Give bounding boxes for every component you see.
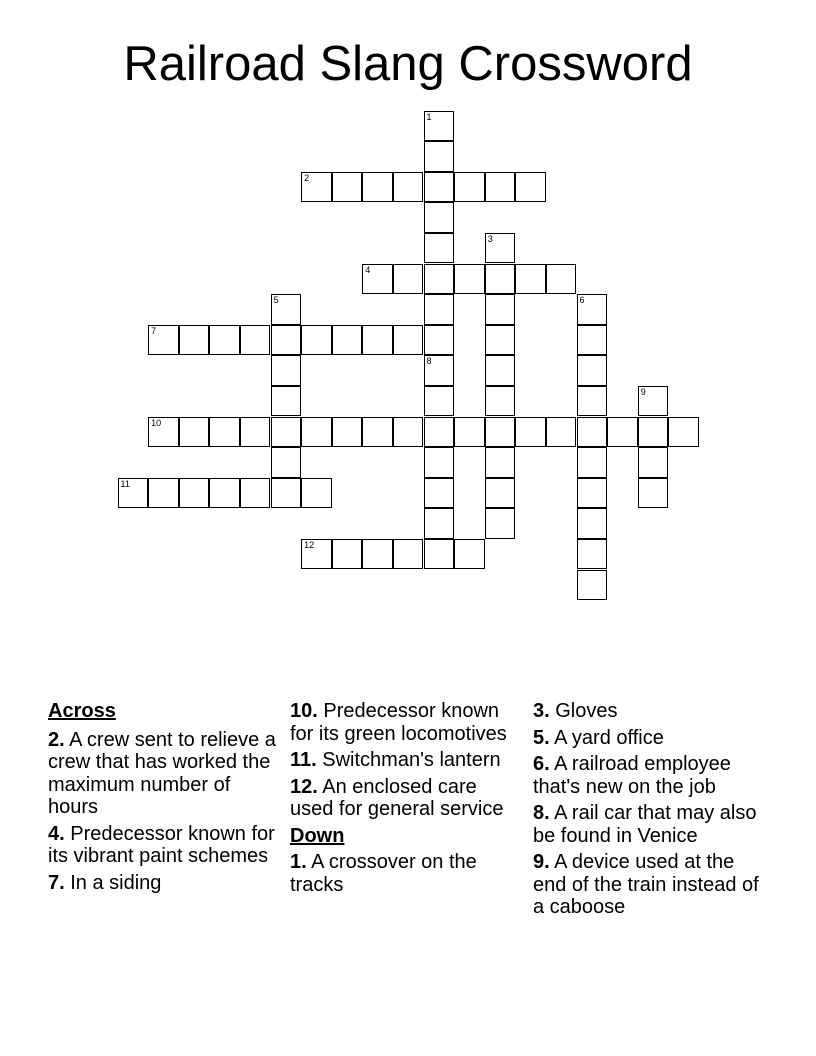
clue-number: 6. [533, 753, 550, 775]
grid-cell[interactable] [577, 539, 608, 570]
grid-cell[interactable] [546, 264, 577, 295]
grid-cell[interactable] [424, 111, 455, 142]
clue-text: Gloves [555, 700, 618, 722]
across-heading: Across [48, 700, 116, 722]
clue-number-label: 10 [151, 417, 162, 428]
clue-number-label: 1 [426, 111, 432, 122]
grid-cell[interactable] [485, 325, 516, 356]
grid-cell[interactable] [393, 172, 424, 203]
clue-number: 8. [533, 802, 550, 824]
grid-cell[interactable] [424, 386, 455, 417]
grid-cell[interactable] [271, 325, 302, 356]
clue-text: Predecessor known for its vibrant paint schemes [48, 822, 275, 867]
grid-cell[interactable] [301, 172, 332, 203]
clue-down-3 [533, 700, 765, 723]
grid-cell[interactable] [301, 417, 332, 448]
clue-across-4 [48, 823, 280, 868]
grid-cell[interactable] [424, 202, 455, 233]
grid-cell[interactable] [577, 325, 608, 356]
grid-cell[interactable] [362, 417, 393, 448]
grid-cell[interactable] [271, 386, 302, 417]
clue-down-5 [533, 727, 765, 750]
grid-cell[interactable] [577, 447, 608, 478]
grid-cell[interactable] [515, 417, 546, 448]
grid-cell[interactable] [362, 325, 393, 356]
clue-text: A rail car that may also be found in Venice [533, 802, 757, 847]
grid-cell[interactable] [485, 355, 516, 386]
grid-cell[interactable] [485, 264, 516, 295]
clue-down-8 [533, 802, 765, 847]
clue-number: 10. [290, 700, 318, 722]
grid-cell[interactable] [485, 447, 516, 478]
grid-cell[interactable] [179, 325, 210, 356]
clue-text: In a siding [70, 871, 162, 894]
clues-column-3 [533, 700, 765, 923]
clue-text: Predecessor known for its green locomotives [290, 700, 507, 745]
grid-cell[interactable] [301, 478, 332, 509]
grid-cell[interactable] [362, 539, 393, 570]
grid-cell[interactable] [332, 172, 363, 203]
grid-cell[interactable] [454, 172, 485, 203]
grid-cell[interactable] [393, 325, 424, 356]
clue-down-9 [533, 851, 765, 919]
clue-number-label: 6 [579, 295, 585, 306]
grid-cell[interactable] [485, 386, 516, 417]
grid-cell[interactable] [301, 539, 332, 570]
grid-cell[interactable] [118, 478, 149, 509]
clue-number: 1. [290, 851, 307, 873]
grid-cell[interactable] [209, 325, 240, 356]
grid-cell[interactable] [362, 172, 393, 203]
grid-cell[interactable] [209, 417, 240, 448]
grid-cell[interactable] [424, 294, 455, 325]
clue-number: 9. [533, 851, 550, 873]
grid-cell[interactable] [577, 386, 608, 417]
grid-cell[interactable] [454, 264, 485, 295]
clue-down-1 [290, 851, 522, 896]
clue-number-label: 12 [304, 539, 315, 550]
grid-cell[interactable] [179, 478, 210, 509]
grid-cell[interactable] [546, 417, 577, 448]
grid-cell[interactable] [577, 570, 608, 601]
grid-cell[interactable] [638, 417, 669, 448]
grid-cell[interactable] [271, 294, 302, 325]
grid-cell[interactable] [240, 325, 271, 356]
grid-cell[interactable] [424, 233, 455, 264]
grid-cell[interactable] [393, 264, 424, 295]
clues-column-1 [48, 700, 280, 898]
clue-text: A railroad employee that's new on the job [533, 753, 731, 798]
clue-text: A yard office [554, 726, 664, 749]
grid-cell[interactable] [209, 478, 240, 509]
puzzle-title: Railroad Slang Crossword [123, 37, 693, 91]
grid-cell[interactable] [148, 417, 179, 448]
clue-number-label: 4 [365, 264, 371, 275]
grid-cell[interactable] [577, 508, 608, 539]
clue-number-label: 11 [120, 478, 130, 489]
grid-cell[interactable] [424, 264, 455, 295]
grid-cell[interactable] [577, 294, 608, 325]
grid-cell[interactable] [454, 417, 485, 448]
grid-cell[interactable] [148, 478, 179, 509]
clue-down-6 [533, 753, 765, 798]
grid-cell[interactable] [271, 355, 302, 386]
grid-cell[interactable] [393, 417, 424, 448]
clue-number: 11. [290, 749, 317, 771]
clue-number: 2. [48, 728, 65, 751]
grid-cell[interactable] [240, 417, 271, 448]
grid-cell[interactable] [301, 325, 332, 356]
grid-cell[interactable] [577, 355, 608, 386]
grid-cell[interactable] [148, 325, 179, 356]
grid-cell[interactable] [271, 447, 302, 478]
grid-cell[interactable] [332, 325, 363, 356]
grid-cell[interactable] [515, 172, 546, 203]
grid-cell[interactable] [607, 417, 638, 448]
grid-cell[interactable] [638, 478, 669, 509]
grid-cell[interactable] [424, 539, 455, 570]
grid-cell[interactable] [577, 478, 608, 509]
grid-cell[interactable] [515, 264, 546, 295]
grid-cell[interactable] [240, 478, 271, 509]
grid-cell[interactable] [424, 172, 455, 203]
clue-number: 12. [290, 775, 318, 798]
clue-number: 3. [533, 700, 550, 722]
grid-cell[interactable] [424, 325, 455, 356]
down-heading: Down [290, 824, 345, 847]
grid-cell[interactable] [179, 417, 210, 448]
clue-number-label: 5 [273, 295, 279, 306]
clue-number-label: 7 [151, 325, 157, 336]
grid-cell[interactable] [424, 508, 455, 539]
clues-column-2 [290, 700, 522, 900]
clue-across-10 [290, 700, 522, 745]
grid-cell[interactable] [424, 355, 455, 386]
clue-text: A crossover on the tracks [290, 851, 477, 896]
clue-number: 4. [48, 822, 65, 845]
grid-cell[interactable] [485, 172, 516, 203]
clue-text: Switchman's lantern [322, 749, 501, 771]
clue-across-7 [48, 872, 280, 895]
clue-number-label: 2 [304, 172, 310, 183]
clue-across-12 [290, 776, 522, 821]
grid-cell[interactable] [668, 417, 699, 448]
clue-number: 7. [48, 871, 65, 894]
clue-across-2 [48, 729, 280, 819]
grid-cell[interactable] [638, 447, 669, 478]
clue-text: A device used at the end of the train instead of a caboose [533, 851, 759, 918]
clue-number-label: 3 [487, 233, 493, 244]
grid-cell[interactable] [485, 233, 516, 264]
grid-cell[interactable] [577, 417, 608, 448]
grid-cell[interactable] [454, 539, 485, 570]
clue-text: A crew sent to relieve a crew that has worked the maximum number of hours [48, 728, 276, 818]
grid-cell[interactable] [424, 447, 455, 478]
grid-cell[interactable] [332, 417, 363, 448]
grid-cell[interactable] [424, 417, 455, 448]
grid-cell[interactable] [424, 478, 455, 509]
grid-cell[interactable] [332, 539, 363, 570]
grid-cell[interactable] [424, 141, 455, 172]
clue-across-11 [290, 749, 522, 772]
grid-cell[interactable] [271, 478, 302, 509]
grid-cell[interactable] [485, 478, 516, 509]
grid-cell[interactable] [485, 508, 516, 539]
clue-number-label: 9 [640, 386, 646, 397]
clue-number-label: 8 [426, 356, 432, 367]
grid-cell[interactable] [271, 417, 302, 448]
grid-cell[interactable] [485, 294, 516, 325]
clue-text: An enclosed care used for general service [290, 775, 504, 820]
clue-number: 5. [533, 726, 550, 749]
grid-cell[interactable] [638, 386, 669, 417]
grid-cell[interactable] [485, 417, 516, 448]
grid-cell[interactable] [362, 264, 393, 295]
grid-cell[interactable] [393, 539, 424, 570]
